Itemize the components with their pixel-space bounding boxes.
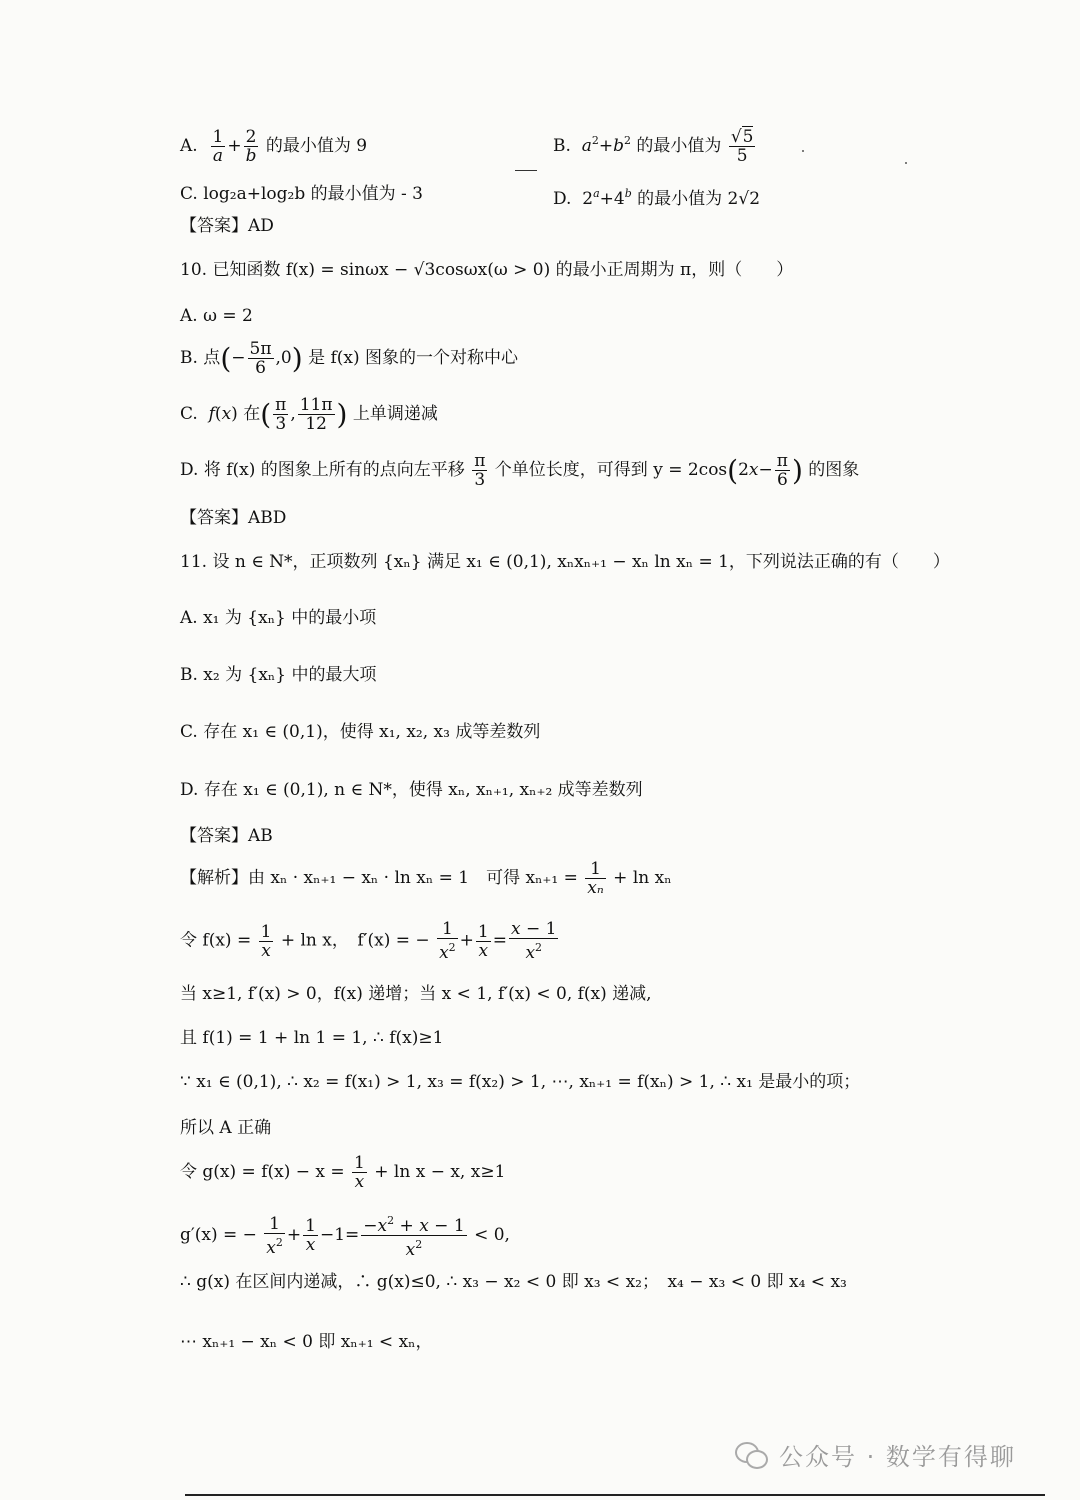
- fraction: $\frac{1}{\text{xₙ}}$: [587, 859, 604, 898]
- fraction: $\frac{1}{x^2}$: [439, 919, 456, 963]
- analysis-line-7-tail: + ln x − x, x≥1: [374, 1162, 506, 1182]
- analysis-line-8-tail: < 0,: [474, 1225, 510, 1245]
- fraction: $\frac{\pi}{6}$: [776, 451, 788, 490]
- q9-option-b: B. $a^2+b^2$ 的最小值为 $\frac{√5}{5}$: [553, 127, 754, 166]
- stray-dot: [905, 162, 907, 164]
- q10-option-d-head: D. 将 f(x) 的图象上所有的点向左平移: [180, 460, 465, 480]
- q10-option-c: C. f(x) 在( $\frac{\pi}{3}$ , $\frac{11\pi}{12}$ ) 上单调递减: [180, 395, 438, 434]
- q10-option-d-mid: 个单位长度，可得到 y = 2cos: [494, 460, 728, 480]
- fraction: $\frac{1}{x}$: [354, 1153, 365, 1192]
- q11-option-a: A. x₁ 为 {xₙ} 中的最小项: [180, 608, 377, 628]
- wechat-watermark: [735, 1437, 1016, 1472]
- fraction: $\frac{-x^2 + x - 1}{x^2}$: [363, 1214, 465, 1260]
- fraction: $\frac{√5}{5}$: [730, 127, 754, 166]
- q10-stem: 10. 已知函数 f(x) = sinωx − √3cosωx(ω > 0) 的最小正周期为 π，则（ ）: [180, 260, 794, 280]
- analysis-line-1-tail: + ln xₙ: [613, 868, 672, 888]
- stray-dot: [802, 150, 804, 152]
- analysis-line-1-head: 【解析】由 xₙ · xₙ₊₁ − xₙ · ln xₙ = 1 可得 xₙ₊₁ =: [180, 868, 578, 888]
- fraction: $\frac{1}{x^2}$: [266, 1213, 283, 1258]
- analysis-line-6: 所以 A 正确: [180, 1118, 272, 1138]
- q10-option-a: A. ω = 2: [180, 306, 253, 326]
- analysis-line-10: ⋯ xₙ₊₁ − xₙ < 0 即 xₙ₊₁ < xₙ，: [180, 1332, 433, 1352]
- q10-answer: 【答案】ABD: [180, 508, 287, 528]
- stray-mark: [515, 170, 537, 171]
- q9-option-c: C. log₂a+log₂b 的最小值为 - 3: [180, 184, 423, 204]
- q11-option-b: B. x₂ 为 {xₙ} 中的最大项: [180, 665, 377, 685]
- analysis-line-2-mid: + ln x， f′(x) = −: [280, 930, 430, 951]
- analysis-line-8-head: g′(x) = −: [180, 1225, 257, 1245]
- q11-answer: 【答案】AB: [180, 826, 273, 846]
- analysis-line-2-head: 令 f(x) =: [180, 930, 252, 951]
- q11-stem: 11. 设 n ∈ N*，正项数列 {xₙ} 满足 x₁ ∈ (0,1), xₙxₙ₊₁ − xₙ ln xₙ = 1，下列说法正确的有（ ）: [180, 552, 950, 572]
- fraction: $\frac{2}{b}$: [245, 127, 257, 166]
- fraction: $\frac{1}{x}$: [305, 1216, 316, 1255]
- fraction: $\frac{\pi}{3}$: [275, 395, 287, 434]
- q10-option-b: B. 点(− $\frac{5\pi}{6}$ ,0) 是 f(x) 图象的一个对称中心: [180, 339, 519, 378]
- fraction: $\frac{11\pi}{12}$: [299, 395, 333, 434]
- q10-option-c-text: 上单调递减: [352, 404, 438, 424]
- analysis-line-4: 且 f(1) = 1 + ln 1 = 1, ∴ f(x)≥1: [180, 1028, 444, 1048]
- analysis-line-2: 令 f(x) = $\frac{1}{x}$ + ln x， f′(x) = − $\frac{1}{x^2}$ + $\frac{1}{x}$ = $\frac{x - 1}{x^2}$: [180, 919, 557, 963]
- fraction: $\frac{1}{x}$: [477, 921, 489, 961]
- analysis-line-7: [180, 1154, 505, 1191]
- q11-option-d: D. 存在 x₁ ∈ (0,1), n ∈ N*，使得 xₙ, xₙ₊₁, xₙ₊₂ 成等差数列: [180, 780, 643, 800]
- analysis-line-1: [180, 860, 672, 897]
- q9-answer: 【答案】AD: [180, 216, 274, 236]
- q9-option-d: D. $2^a+4^b$ 的最小值为 2√2: [553, 187, 761, 209]
- q9-option-d-text: 的最小值为 2√2: [637, 189, 761, 209]
- q10-option-b-text: 是 f(x) 图象的一个对称中心: [308, 348, 519, 368]
- bottom-rule: [185, 1494, 1045, 1496]
- analysis-line-7-head: 令 g(x) = f(x) − x =: [180, 1162, 345, 1182]
- q10-option-d: D. 将 f(x) 的图象上所有的点向左平移 $\frac{\pi}{3}$ 个单位长度，可得到 y = 2cos(2x− $\frac{\pi}{6}$ ) 的图象: [180, 451, 860, 490]
- analysis-line-8: g′(x) = − $\frac{1}{x^2}$ + $\frac{1}{x}$ −1= $\frac{-x^2 + x - 1}{x^2}$ < 0,: [180, 1213, 510, 1260]
- fraction: $\frac{1}{x}$: [260, 921, 272, 961]
- fraction: $\frac{1}{a}$: [212, 127, 224, 166]
- analysis-line-9: ∴ g(x) 在区间内递减，∴ g(x)≤0, ∴ x₃ − x₂ < 0 即 x₃ < x₂； x₄ − x₃ < 0 即 x₄ < x₃: [180, 1272, 847, 1292]
- q9-option-a-text: 的最小值为 9: [265, 136, 368, 156]
- q9-option-a: A. $\frac{1}{a}$ + $\frac{2}{b}$ 的最小值为 9: [180, 127, 368, 166]
- analysis-line-3: 当 x≥1, f′(x) > 0，f(x) 递增；当 x < 1, f′(x) < 0, f(x) 递减,: [180, 984, 652, 1004]
- fraction: $\frac{5\pi}{6}$: [249, 339, 272, 378]
- watermark-text: 公众号 · 数学有得聊: [779, 1443, 1016, 1471]
- q10-option-d-tail: 的图象: [808, 460, 860, 480]
- wechat-icon: [735, 1440, 771, 1470]
- q9-option-b-text: 的最小值为: [636, 136, 722, 156]
- fraction: $\frac{x - 1}{x^2}$: [511, 919, 557, 963]
- analysis-line-5: ∵ x₁ ∈ (0,1), ∴ x₂ = f(x₁) > 1, x₃ = f(x₂) > 1, ⋯, xₙ₊₁ = f(xₙ) > 1, ∴ x₁ 是最小的项；: [180, 1072, 861, 1092]
- q11-option-c: C. 存在 x₁ ∈ (0,1)，使得 x₁, x₂, x₃ 成等差数列: [180, 722, 541, 742]
- fraction: $\frac{\pi}{3}$: [474, 451, 486, 490]
